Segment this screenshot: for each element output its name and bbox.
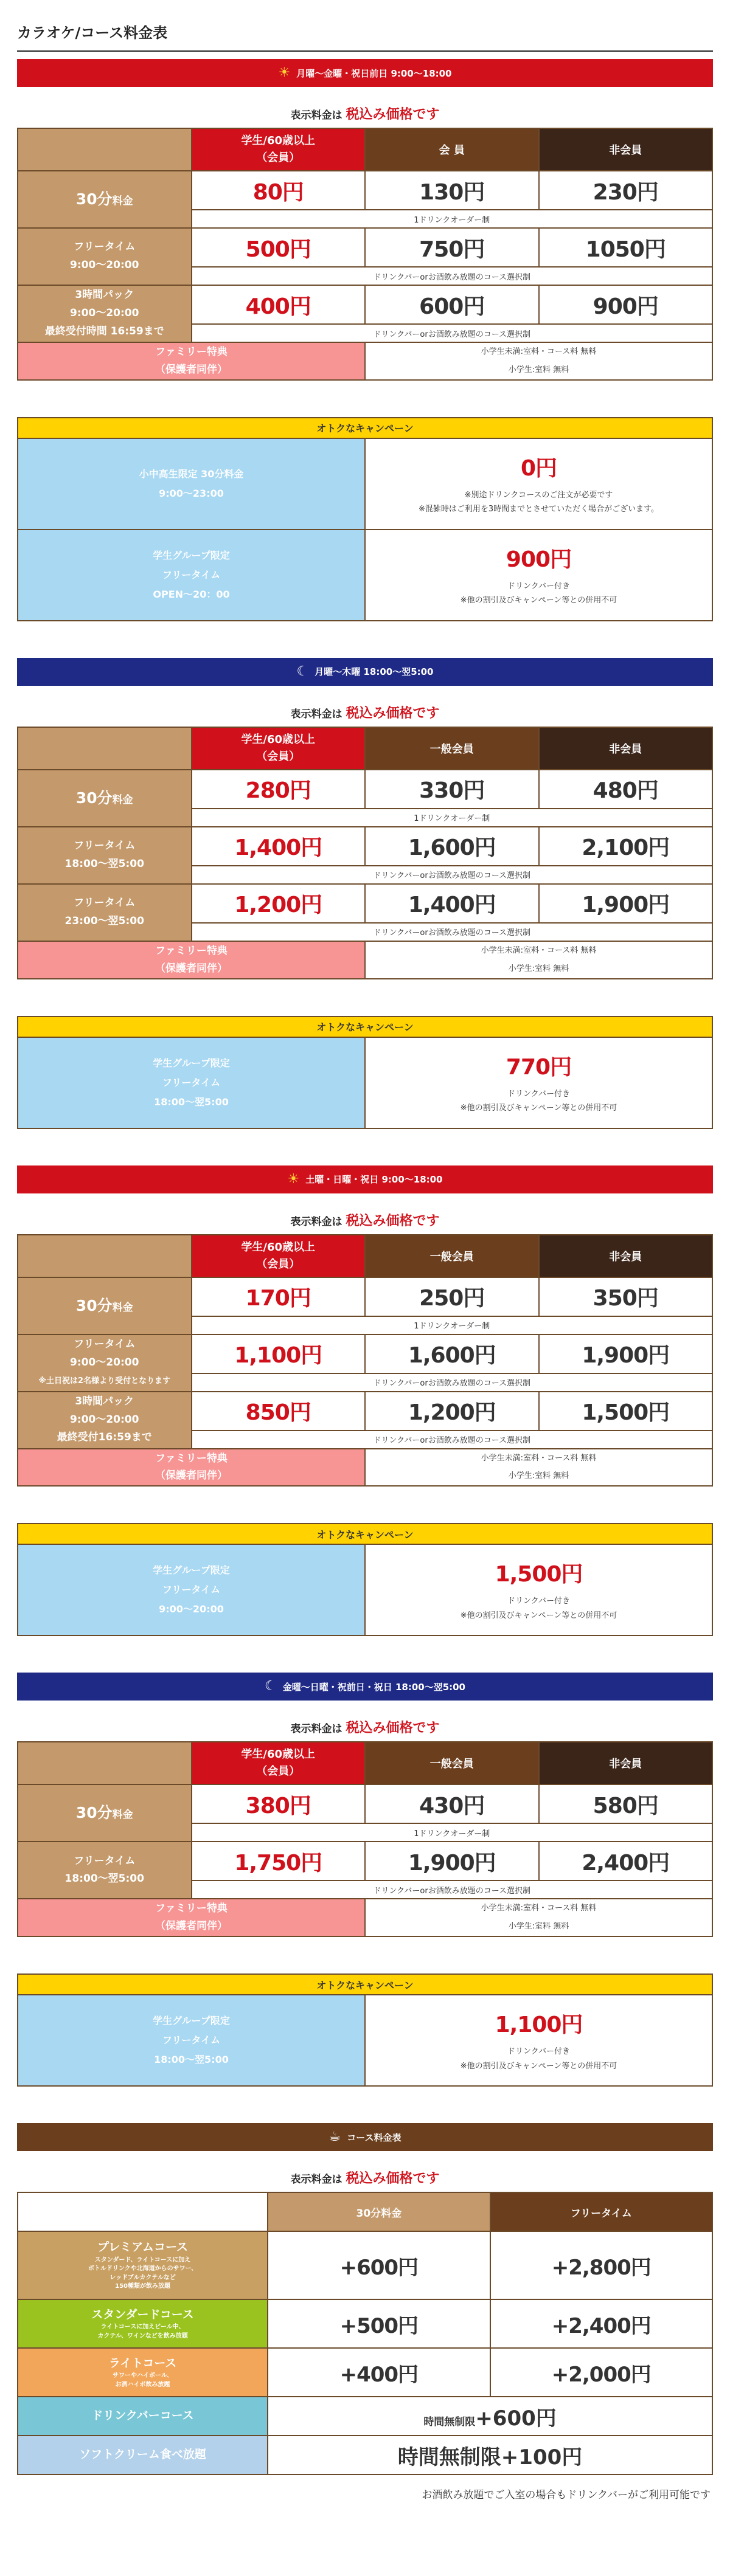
row-label (18, 884, 192, 941)
course-price: +600円 (268, 2231, 490, 2299)
tax-notice-prefix: 表示料金は (290, 109, 346, 122)
family-note (365, 941, 712, 979)
course-name-cell (18, 2231, 268, 2299)
price-row (18, 285, 712, 324)
time-band-label: 金曜～日曜・祝前日・祝日 18:00～翌5:00 (282, 1681, 465, 1693)
family-note-line: 小学生未満:室料・コース料 無料 (481, 347, 597, 356)
header-row (18, 1742, 712, 1784)
campaign-header-row (18, 1524, 712, 1544)
campaign-row (18, 438, 712, 530)
header-blank (18, 128, 192, 171)
course-desc-line: カクテル、ワインなどを飲み放題 (97, 2332, 188, 2339)
label-line: 最終受付16:59まで (57, 1431, 152, 1444)
course-desc-line: レッドブルカクテルなど (109, 2274, 176, 2281)
header-student-line1: 学生/60歳以上 (241, 1748, 316, 1761)
header-student (192, 1235, 366, 1277)
course-price-value: 時間無制限+100円 (397, 2445, 583, 2470)
campaign-note: ※他の割引及びキャンペーン等との併用不可 (460, 596, 617, 606)
campaign-label (18, 1544, 365, 1635)
row-label (18, 285, 192, 342)
row-label-main: 30分 (75, 190, 113, 209)
label-line: ※土日祝は2名様より受付となります (38, 1376, 171, 1386)
campaign-row (18, 530, 712, 621)
header-student (192, 727, 366, 770)
header-member: 一般会員 (365, 1235, 539, 1277)
header-nonmember: 非会員 (539, 1742, 713, 1784)
campaign-note: ドリンクバー付き (507, 2047, 570, 2057)
label-line: フリータイム (162, 1584, 221, 1596)
family-note-line: 小学生:室料 無料 (508, 365, 569, 375)
row-label (18, 770, 192, 827)
family-note-line: 小学生未満:室料・コース料 無料 (481, 1453, 597, 1463)
tax-notice-prefix: 表示料金は (290, 708, 346, 720)
label-line: 18:00～翌5:00 (154, 2054, 229, 2066)
course-desc (18, 2256, 267, 2291)
course-name: プレミアムコース (97, 2240, 189, 2254)
campaign-price: 770円 (506, 1054, 572, 1080)
row-label (18, 1277, 192, 1335)
header-student (192, 128, 366, 171)
campaign-row (18, 1544, 712, 1635)
header-nonmember: 非会員 (539, 128, 713, 171)
campaign-row (18, 1995, 712, 2086)
family-row (18, 941, 712, 979)
time-band (17, 1165, 713, 1193)
campaign-header-row (18, 1974, 712, 1995)
price-row (18, 1335, 712, 1373)
course-desc-line: ボトルドリンクや北海道からのサワー、 (88, 2265, 198, 2273)
label-line: 最終受付時間 16:59まで (44, 325, 164, 337)
campaign-title: オトクなキャンペーン (18, 1524, 712, 1544)
label-line: 学生グループ限定 (153, 1057, 230, 1069)
campaign-table (17, 1523, 713, 1636)
header-nonmember: 非会員 (539, 727, 713, 770)
price-cell: 130円 (365, 171, 539, 210)
tax-notice-prefix: 表示料金は (290, 1723, 346, 1736)
course-header-row (18, 2192, 712, 2231)
price-cell: 230円 (539, 171, 713, 210)
price-note: ドリンクバーorお酒飲み放題のコース選択制 (192, 1880, 713, 1899)
label-line: ファミリー特典 (155, 346, 228, 358)
price-cell: 850円 (192, 1392, 366, 1431)
label-line: （保護者同伴） (155, 1469, 228, 1482)
tax-notice (17, 104, 713, 123)
label-line: 9:00～23:00 (159, 487, 224, 499)
price-table (17, 128, 713, 381)
family-label (18, 1899, 365, 1936)
label-line: 3時間パック (75, 289, 134, 302)
sun-icon: ☀ (278, 65, 291, 80)
price-cell: 330円 (365, 770, 539, 809)
price-row (18, 827, 712, 866)
campaign-price: 1,100円 (495, 2012, 583, 2038)
price-row (18, 770, 712, 809)
row-label (18, 1842, 192, 1899)
label-line: OPEN～20：00 (153, 588, 230, 600)
price-note: ドリンクバーorお酒飲み放題のコース選択制 (192, 267, 713, 285)
cup-icon: ☕ (328, 2129, 341, 2145)
label-line: 学生グループ限定 (153, 1564, 230, 1576)
price-cell: 170円 (192, 1277, 366, 1316)
course-table (17, 2192, 713, 2475)
row-label-sub: 料金 (112, 793, 133, 806)
label-line: 9:00～20:00 (159, 1603, 224, 1615)
time-band (17, 1673, 713, 1701)
price-note: ドリンクバーorお酒飲み放題のコース選択制 (192, 1373, 713, 1392)
course-price: +2,000円 (490, 2348, 712, 2397)
header-row (18, 727, 712, 770)
price-row (18, 228, 712, 267)
course-name: ソフトクリーム食べ放題 (79, 2448, 206, 2462)
course-header-freetime: フリータイム (490, 2192, 712, 2231)
price-row (18, 1784, 712, 1823)
course-desc (18, 2323, 267, 2341)
campaign-label (18, 438, 365, 530)
price-cell: 480円 (539, 770, 713, 809)
campaign-title: オトクなキャンペーン (18, 1974, 712, 1995)
campaign-table (17, 417, 713, 621)
row-label-sub: 料金 (112, 1809, 133, 1822)
campaign-note: ドリンクバー付き (507, 581, 570, 591)
family-note-line: 小学生:室料 無料 (508, 1922, 569, 1932)
label-line: 9:00～20:00 (70, 1413, 139, 1426)
price-cell: 250円 (365, 1277, 539, 1316)
label-line: フリータイム (74, 1338, 136, 1350)
course-footnote: お酒飲み放題でご入室の場合もドリンクバーがご利用可能です (422, 2489, 711, 2502)
campaign-detail (365, 530, 712, 621)
campaign-note: ※他の割引及びキャンペーン等との併用不可 (460, 1103, 617, 1113)
price-cell: 1,750円 (192, 1842, 366, 1880)
campaign-note: ドリンクバー付き (507, 1089, 570, 1099)
course-row (18, 2397, 712, 2436)
label-line: 小中高生限定 30分料金 (139, 468, 244, 480)
course-row (18, 2231, 712, 2299)
campaign-title: オトクなキャンペーン (18, 418, 712, 438)
price-row (18, 1277, 712, 1316)
campaign-title: オトクなキャンペーン (18, 1017, 712, 1037)
family-note-line: 小学生:室料 無料 (508, 1471, 569, 1481)
row-label (18, 1784, 192, 1842)
tax-notice (17, 2168, 713, 2187)
course-name-cell (18, 2436, 268, 2474)
label-line: フリータイム (162, 568, 221, 581)
price-cell: 350円 (539, 1277, 713, 1316)
campaign-note: ※他の割引及びキャンペーン等との併用不可 (460, 2061, 617, 2071)
family-note (365, 1449, 712, 1487)
label-line: 18:00～翌5:00 (64, 857, 144, 870)
campaign-price: 900円 (506, 547, 572, 572)
header-student-line1: 学生/60歳以上 (241, 733, 316, 746)
row-label (18, 1392, 192, 1449)
header-blank (18, 727, 192, 770)
tax-notice (17, 1718, 713, 1736)
header-row (18, 128, 712, 171)
price-note: 1ドリンクオーダー制 (192, 1316, 713, 1335)
row-label-sub: 料金 (112, 195, 133, 208)
price-cell: 380円 (192, 1784, 366, 1823)
price-row (18, 1392, 712, 1431)
price-cell: 580円 (539, 1784, 713, 1823)
row-label (18, 228, 192, 285)
price-table (17, 1741, 713, 1937)
course-price-value: +600円 (475, 2406, 557, 2431)
campaign-header-row (18, 1017, 712, 1037)
label-line: 9:00～20:00 (70, 259, 139, 271)
course-price-prefix: 時間無制限 (423, 2415, 476, 2428)
price-cell: 2,400円 (539, 1842, 713, 1880)
label-line: 9:00～20:00 (70, 307, 139, 320)
campaign-table (17, 1973, 713, 2087)
header-student (192, 1742, 366, 1784)
tax-notice (17, 703, 713, 722)
moon-icon: ☾ (296, 663, 309, 679)
label-line: フリータイム (74, 897, 136, 910)
campaign-row (18, 1037, 712, 1128)
time-band (17, 59, 713, 87)
course-row (18, 2299, 712, 2348)
price-cell: 1,200円 (192, 884, 366, 923)
course-price: +500円 (268, 2299, 490, 2348)
row-label-sub: 料金 (112, 1301, 133, 1314)
price-cell: 80円 (192, 171, 366, 210)
price-cell: 1,600円 (365, 827, 539, 866)
campaign-note: ※混雑時はご利用を3時間までとさせていただく場合がございます。 (418, 505, 659, 514)
header-student-line2: （会員） (256, 1765, 301, 1778)
campaign-detail (365, 1037, 712, 1128)
course-header-blank (18, 2192, 268, 2231)
label-line: フリータイム (162, 1076, 221, 1088)
header-member: 一般会員 (365, 727, 539, 770)
family-label (18, 941, 365, 979)
campaign-note: ※別途ドリンクコースのご注文が必要です (464, 490, 613, 500)
label-line: ファミリー特典 (155, 1452, 228, 1465)
course-name: ライトコース (108, 2356, 177, 2370)
campaign-price: 1,500円 (495, 1562, 583, 1587)
label-line: 23:00～翌5:00 (64, 914, 144, 927)
campaign-detail (365, 438, 712, 530)
price-row (18, 884, 712, 923)
label-line: フリータイム (74, 1854, 136, 1867)
price-note: ドリンクバーorお酒飲み放題のコース選択制 (192, 1431, 713, 1449)
price-note: ドリンクバーorお酒飲み放題のコース選択制 (192, 923, 713, 941)
family-note-line: 小学生未満:室料・コース料 無料 (481, 945, 597, 955)
tax-notice-prefix: 表示料金は (290, 1215, 346, 1228)
price-cell: 2,100円 (539, 827, 713, 866)
price-cell: 600円 (365, 285, 539, 324)
family-row (18, 342, 712, 380)
header-student-line2: （会員） (256, 151, 301, 164)
header-row (18, 1235, 712, 1277)
campaign-header-row (18, 418, 712, 438)
campaign-label (18, 530, 365, 621)
price-note: 1ドリンクオーダー制 (192, 210, 713, 228)
price-cell: 1,600円 (365, 1335, 539, 1373)
label-line: 9:00～20:00 (70, 1356, 139, 1369)
price-cell: 1,400円 (192, 827, 366, 866)
row-label-main: 30分 (75, 1296, 113, 1314)
family-note (365, 1899, 712, 1936)
header-blank (18, 1235, 192, 1277)
price-cell: 1,400円 (365, 884, 539, 923)
sections-container (17, 59, 713, 2087)
header-student-line1: 学生/60歳以上 (241, 1240, 316, 1254)
header-nonmember: 非会員 (539, 1235, 713, 1277)
label-line: 18:00～翌5:00 (154, 1096, 229, 1108)
tax-notice-emphasis: 税込み価格です (346, 705, 440, 721)
label-line: フリータイム (162, 2034, 221, 2046)
family-row (18, 1449, 712, 1487)
row-label (18, 171, 192, 228)
course-desc-line: スタンダード、ライトコースに加え (94, 2256, 191, 2263)
campaign-table (17, 1016, 713, 1129)
header-member: 会 員 (365, 128, 539, 171)
campaign-note: ドリンクバー付き (507, 1597, 570, 1606)
sun-icon: ☀ (287, 1171, 300, 1187)
row-label-main: 30分 (75, 789, 113, 807)
course-name-cell (18, 2397, 268, 2436)
price-cell: 900円 (539, 285, 713, 324)
row-label-main: 30分 (75, 1804, 113, 1822)
course-row (18, 2348, 712, 2397)
price-table (17, 727, 713, 979)
family-note-line: 小学生未満:室料・コース料 無料 (481, 1904, 597, 1913)
time-band-label: 土曜・日曜・祝日 9:00～18:00 (305, 1174, 443, 1186)
tax-notice-emphasis: 税込み価格です (346, 1213, 440, 1229)
course-desc (18, 2372, 267, 2389)
header-student-line2: （会員） (256, 1257, 301, 1271)
label-line: フリータイム (74, 840, 136, 852)
label-line: 18:00～翌5:00 (64, 1873, 144, 1885)
campaign-price: 0円 (520, 455, 557, 481)
label-line: ファミリー特典 (155, 1902, 228, 1915)
tax-notice-prefix: 表示料金は (290, 2174, 346, 2186)
price-cell: 400円 (192, 285, 366, 324)
price-cell: 1,900円 (539, 884, 713, 923)
course-desc-line: 150種類が飲み放題 (115, 2283, 170, 2290)
time-band-label: コース料金表 (347, 2132, 401, 2143)
row-label (18, 1335, 192, 1392)
price-cell: 1,500円 (539, 1392, 713, 1431)
header-blank (18, 1742, 192, 1784)
time-band (17, 658, 713, 686)
family-label (18, 342, 365, 380)
price-cell: 430円 (365, 1784, 539, 1823)
price-note: ドリンクバーorお酒飲み放題のコース選択制 (192, 324, 713, 342)
time-band (17, 2123, 713, 2151)
price-note: 1ドリンクオーダー制 (192, 809, 713, 827)
campaign-label (18, 1037, 365, 1128)
course-header-30min: 30分料金 (268, 2192, 490, 2231)
course-price: +2,800円 (490, 2231, 712, 2299)
price-note: ドリンクバーorお酒飲み放題のコース選択制 (192, 866, 713, 884)
course-name-cell (18, 2348, 268, 2397)
course-name: スタンダードコース (91, 2307, 194, 2321)
header-student-line2: （会員） (256, 750, 301, 763)
price-row (18, 1842, 712, 1880)
price-note: 1ドリンクオーダー制 (192, 1823, 713, 1842)
price-cell: 1,200円 (365, 1392, 539, 1431)
course-desc-line: サワーやハイボール、 (113, 2372, 173, 2380)
label-line: 学生グループ限定 (153, 2015, 230, 2027)
time-band-label: 月曜～木曜 18:00～翌5:00 (315, 666, 434, 678)
family-note-line: 小学生:室料 無料 (508, 964, 569, 973)
course-price: +400円 (268, 2348, 490, 2397)
price-cell: 750円 (365, 228, 539, 267)
price-cell: 1,900円 (539, 1335, 713, 1373)
label-line: （保護者同伴） (155, 1920, 228, 1933)
moon-icon: ☾ (264, 1679, 277, 1694)
course-section (17, 2123, 713, 2519)
campaign-detail (365, 1995, 712, 2086)
row-label (18, 827, 192, 884)
tax-notice-emphasis: 税込み価格です (346, 107, 440, 122)
label-line: 学生グループ限定 (153, 549, 230, 561)
label-line: ファミリー特典 (155, 944, 228, 957)
page-title: カラオケ/コース料金表 (17, 0, 713, 52)
tax-notice (17, 1210, 713, 1229)
price-cell: 500円 (192, 228, 366, 267)
price-table (17, 1234, 713, 1487)
price-cell: 1,100円 (192, 1335, 366, 1373)
campaign-note: ※他の割引及びキャンペーン等との併用不可 (460, 1611, 617, 1620)
campaign-detail (365, 1544, 712, 1635)
course-price: +2,400円 (490, 2299, 712, 2348)
tax-notice-emphasis: 税込み価格です (346, 1721, 440, 1736)
label-line: （保護者同伴） (155, 962, 228, 975)
course-desc-line: ライトコースに加えビール中、 (100, 2324, 185, 2331)
course-price-wide (268, 2397, 712, 2436)
campaign-label (18, 1995, 365, 2086)
tax-notice-emphasis: 税込み価格です (346, 2171, 440, 2187)
label-line: フリータイム (74, 241, 136, 254)
course-row (18, 2436, 712, 2474)
header-student-line1: 学生/60歳以上 (241, 134, 316, 148)
price-cell: 280円 (192, 770, 366, 809)
family-note (365, 342, 712, 380)
time-band-label: 月曜～金曜・祝日前日 9:00～18:00 (296, 67, 452, 79)
price-cell: 1,900円 (365, 1842, 539, 1880)
course-price-wide (268, 2436, 712, 2474)
header-member: 一般会員 (365, 1742, 539, 1784)
label-line: （保護者同伴） (155, 363, 228, 376)
price-row (18, 171, 712, 210)
label-line: 3時間パック (75, 1395, 134, 1407)
price-cell: 1050円 (539, 228, 713, 267)
family-row (18, 1899, 712, 1936)
family-label (18, 1449, 365, 1487)
course-desc-line: お酒ハイボ飲み放題 (115, 2381, 170, 2388)
course-name-cell (18, 2299, 268, 2348)
course-name: ドリンクバーコース (91, 2409, 194, 2423)
